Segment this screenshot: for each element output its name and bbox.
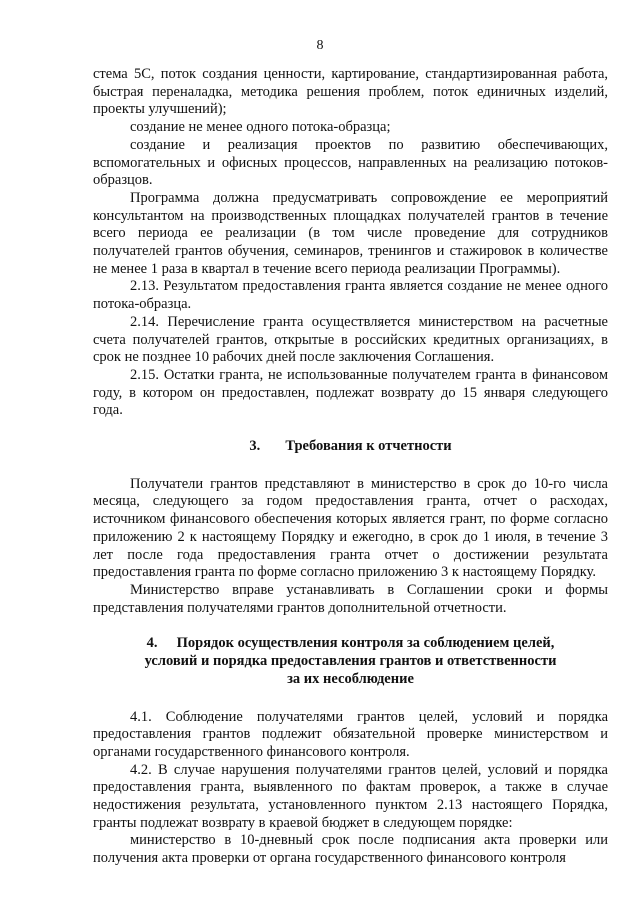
paragraph: 2.14. Перечисление гранта осуществляется министерством на расчетные счета получателей грантов, открытые в российских кредитных организациях, в срок не позднее 10 рабочих дней после заключения Соглашения. [93,313,608,366]
paragraph: Министерство вправе устанавливать в Соглашении сроки и формы представления получателями грантов дополнительной отчетности. [93,581,608,616]
section-title-line: Порядок осуществления контроля за соблюдением целей, [176,635,555,652]
paragraph: 2.13. Результатом предоставления гранта является создание не менее одного потока-образца. [93,278,608,313]
paragraph: 4.2. В случае нарушения получателями грантов целей, условий и порядка предоставления гранта, выявленного по фактам проверок, а также в случае недостижения результата, установленного пунктом 2.13 настоящего Порядка, гранты подлежат возврату в краевой бюджет в следующем порядке: [93,761,608,831]
section-title-line: за их несоблюдение [287,670,414,687]
paragraph: создание не менее одного потока-образца; [130,119,391,136]
section-heading-3 [93,438,608,456]
section-title-line: условий и порядка предоставления грантов и ответственности [144,653,557,670]
paragraph: создание и реализация проектов по развитию обеспечивающих, вспомогательных и офисных процессов, направленных на реализацию потоков-образцов. [93,136,608,189]
paragraph: 2.15. Остатки гранта, не использованные получателем гранта в финансовом году, в котором он предоставлен, подлежат возврату до 15 января следующего года. [93,366,608,419]
paragraph: Получатели грантов представляют в министерство в срок до 10-го числа месяца, следующего за годом предоставления гранта, отчет о расходах, источником финансового обеспечения которых является грант, по форме согласно приложению 2 к настоящему Порядку и ежегодно, в срок до 1 июля, в течение 3 лет после года предоставления гранта отчет о достижении результата предоставления гранта по форме согласно приложению 3 к настоящему Порядку. [93,475,608,581]
document-body [93,66,608,868]
section-number: 3. [249,438,261,455]
page-number: 8 [316,38,324,53]
section-title: Требования к отчетности [285,438,452,455]
section-heading-4 [93,635,608,688]
paragraph: 4.1. Соблюдение получателями грантов целей, условий и порядка предоставления грантов подлежит обязательной проверке министерством и органами государственного финансового контроля. [93,708,608,760]
paragraph: стема 5С, поток создания ценности, картирование, стандартизированная работа, быстрая переналадка, методика решения проблем, поток единичных изделий, проекты улучшений); [93,66,608,118]
paragraph: Программа должна предусматривать сопровождение ее мероприятий консультантом на производственных площадках получателей грантов в течение всего периода ее реализации (в том числе проведение для сотрудников получателей грантов обучения, семинаров, тренингов и стажировок в количестве не менее 1 раза в квартал в течение всего периода реализации Программы). [93,189,608,277]
paragraph: министерство в 10-дневный срок после подписания акта проверки или получения акта проверки от органа государственного финансового контроля [93,832,608,867]
section-number: 4. [146,635,158,652]
